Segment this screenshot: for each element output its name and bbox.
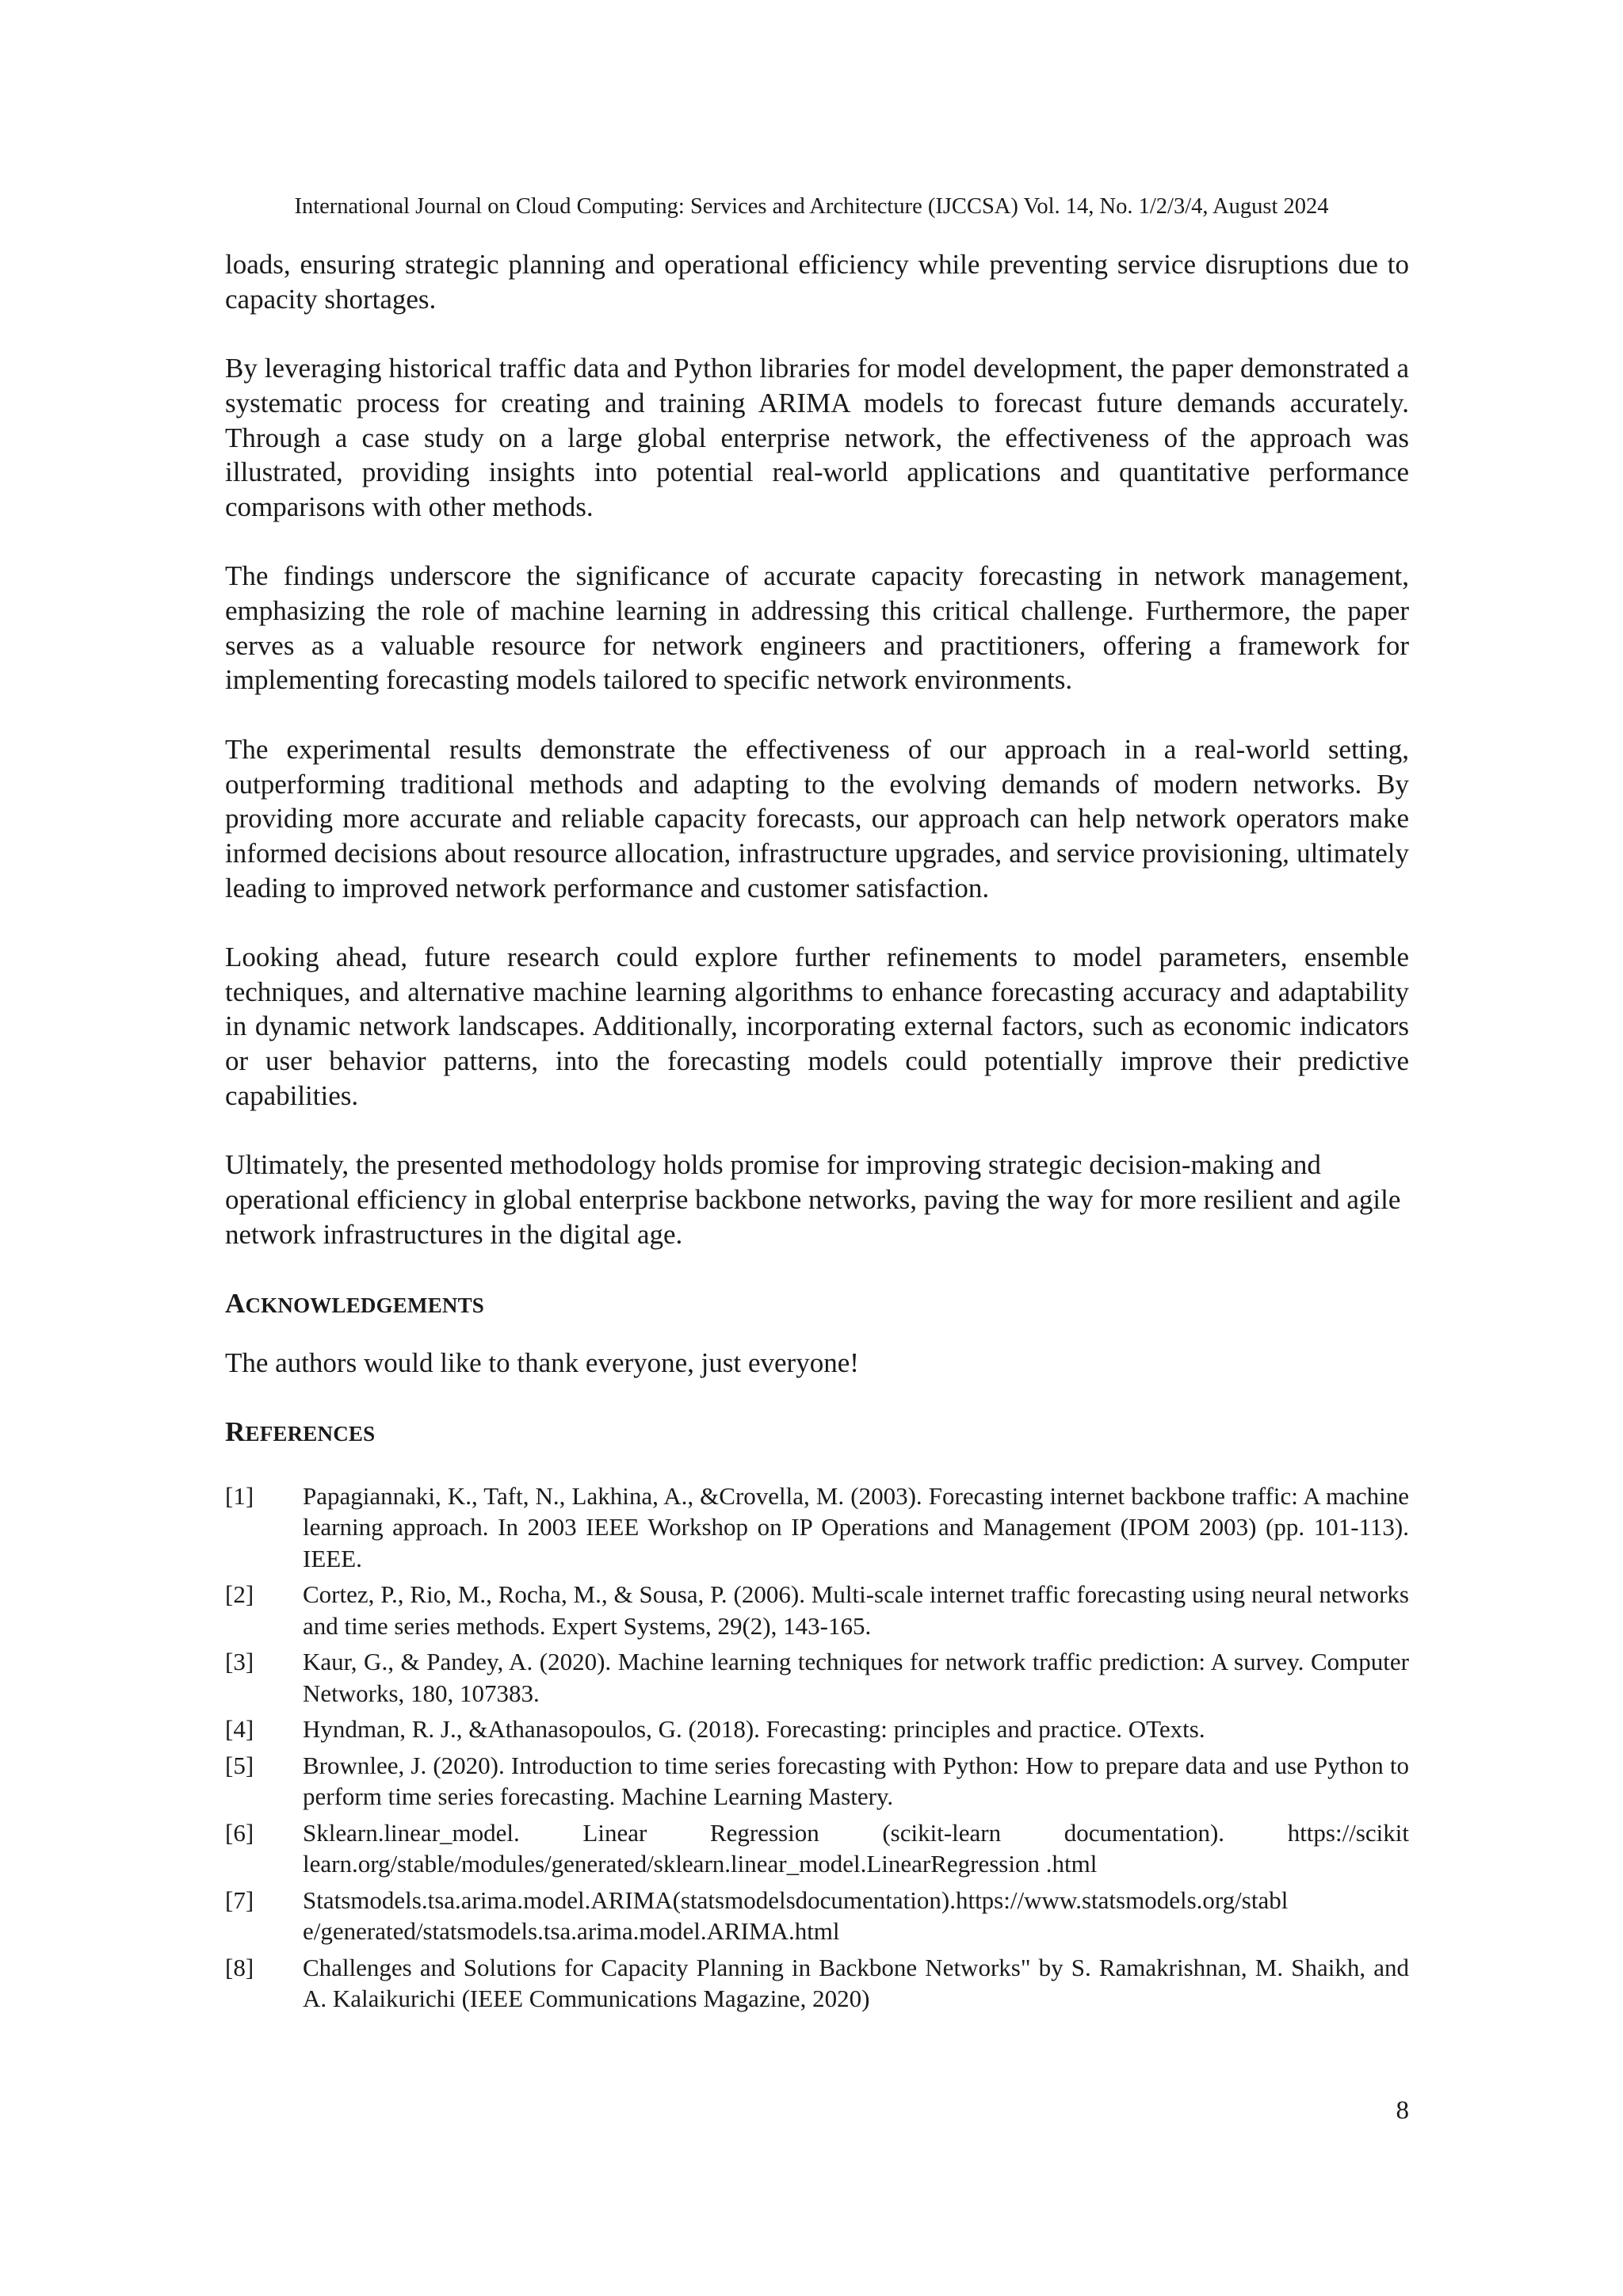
references-heading-rest: EFERENCES (245, 1422, 376, 1446)
reference-text: Brownlee, J. (2020). Introduction to time series forecasting with Python: How to prepare data and use Python to perform time series forecasting. Machine Learning Mastery. (303, 1751, 1409, 1811)
references-heading-initial: R (225, 1416, 246, 1448)
reference-text: Statsmodels.tsa.arima.model.ARIMA(statsmodelsdocumentation).https://www.statsmodels.org/stabl e/generated/statsmodels.tsa.arima.model.ARIMA.html (303, 1885, 1289, 1946)
body-paragraph: Ultimately, the presented methodology holds promise for improving strategic decision-making and operational efficiency in global enterprise backbone networks, paving the way for more resilient and agile network infrastructures in the digital age. (225, 1149, 1401, 1250)
reference-item (225, 1817, 1409, 1880)
reference-text: Cortez, P., Rio, M., Rocha, M., & Sousa, P. (2006). Multi-scale internet traffic forecasting using neural networks and time series methods. Expert Systems, 29(2), 143-165. (303, 1580, 1409, 1640)
body-paragraph: loads, ensuring strategic planning and operational efficiency while preventing service disruptions due to capacity shortages. (225, 249, 1409, 315)
reference-list (225, 1480, 1409, 2015)
running-header: International Journal on Cloud Computing: Services and Architecture (IJCCSA) Vol. 14, No. 1/2/3/4, August 2024 (294, 194, 1329, 219)
reference-number: [3] (225, 1648, 254, 1676)
body-paragraph: The experimental results demonstrate the effectiveness of our approach in a real-world setting, outperforming traditional methods and adapting to the evolving demands of modern networks. By providing more accurate and reliable capacity forecasts, our approach can help network operators make informed decisions about resource allocation, infrastructure upgrades, and service provisioning, ultimately leading to improved network performance and customer satisfaction. (225, 733, 1409, 904)
reference-text: Challenges and Solutions for Capacity Planning in Backbone Networks" by S. Ramakrishnan, M. Shaikh, and A. Kalaikurichi (IEEE Communications Magazine, 2020) (303, 1953, 1409, 2013)
reference-item (225, 1646, 1409, 1709)
acknowledgements-heading-initial: A (225, 1288, 246, 1319)
reference-text: Papagiannaki, K., Taft, N., Lakhina, A., &Crovella, M. (2003). Forecasting internet backbone traffic: A machine learning approach. In 2003 IEEE Workshop on IP Operations and Management (IPOM 2003) (pp. 101-113). IEEE. (303, 1481, 1409, 1572)
reference-number: [5] (225, 1751, 254, 1779)
page-number: 8 (1396, 2096, 1409, 2125)
acknowledgements-heading (225, 1286, 1409, 1324)
reference-number: [6] (225, 1818, 254, 1847)
body-paragraph: The findings underscore the significance of accurate capacity forecasting in network management, emphasizing the role of machine learning in addressing this critical challenge. Furthermore, the paper serves as a valuable resource for network engineers and practitioners, offering a framework for implementing forecasting models tailored to specific network environments. (225, 560, 1409, 696)
reference-item (225, 1579, 1409, 1641)
acknowledgements-heading-rest: CKNOWLEDGEMENTS (245, 1293, 485, 1317)
acknowledgements-text: The authors would like to thank everyone, just everyone! (225, 1347, 859, 1378)
body-paragraph: Looking ahead, future research could explore further refinements to model parameters, ensemble techniques, and alternative machine learning algorithms to enhance forecasting accuracy and adaptability in dynamic network landscapes. Additionally, incorporating external factors, such as economic indicators or user behavior patterns, into the forecasting models could potentially improve their predictive capabilities. (225, 942, 1409, 1111)
body-paragraph: By leveraging historical traffic data and Python libraries for model development, the paper demonstrated a systematic process for creating and training ARIMA models to forecast future demands accurately. Through a case study on a large global enterprise network, the effectiveness of the approach was illustrated, providing insights into potential real-world applications and quantitative performance comparisons with other methods. (225, 353, 1409, 522)
reference-number: [1] (225, 1481, 254, 1510)
reference-item (225, 1713, 1409, 1745)
reference-item (225, 1885, 1409, 1947)
references-heading (225, 1415, 1409, 1452)
reference-item (225, 1480, 1409, 1575)
page-content (225, 247, 1409, 2019)
reference-item (225, 1952, 1409, 2015)
reference-number: [8] (225, 1953, 254, 1981)
reference-text: Hyndman, R. J., &Athanasopoulos, G. (2018). Forecasting: principles and practice. OTexts. (303, 1715, 1205, 1744)
reference-number: [4] (225, 1715, 254, 1744)
reference-text: Kaur, G., & Pandey, A. (2020). Machine learning techniques for network traffic prediction: A survey. Computer Networks, 180, 107383. (303, 1648, 1409, 1707)
reference-number: [2] (225, 1580, 254, 1609)
reference-item (225, 1750, 1409, 1813)
reference-text: Sklearn.linear_model. Linear Regression (scikit-learn documentation). https://scikit learn.org/stable/modules/generated/sklearn.linear_model.LinearRegression .html (303, 1818, 1409, 1878)
reference-number: [7] (225, 1885, 254, 1914)
